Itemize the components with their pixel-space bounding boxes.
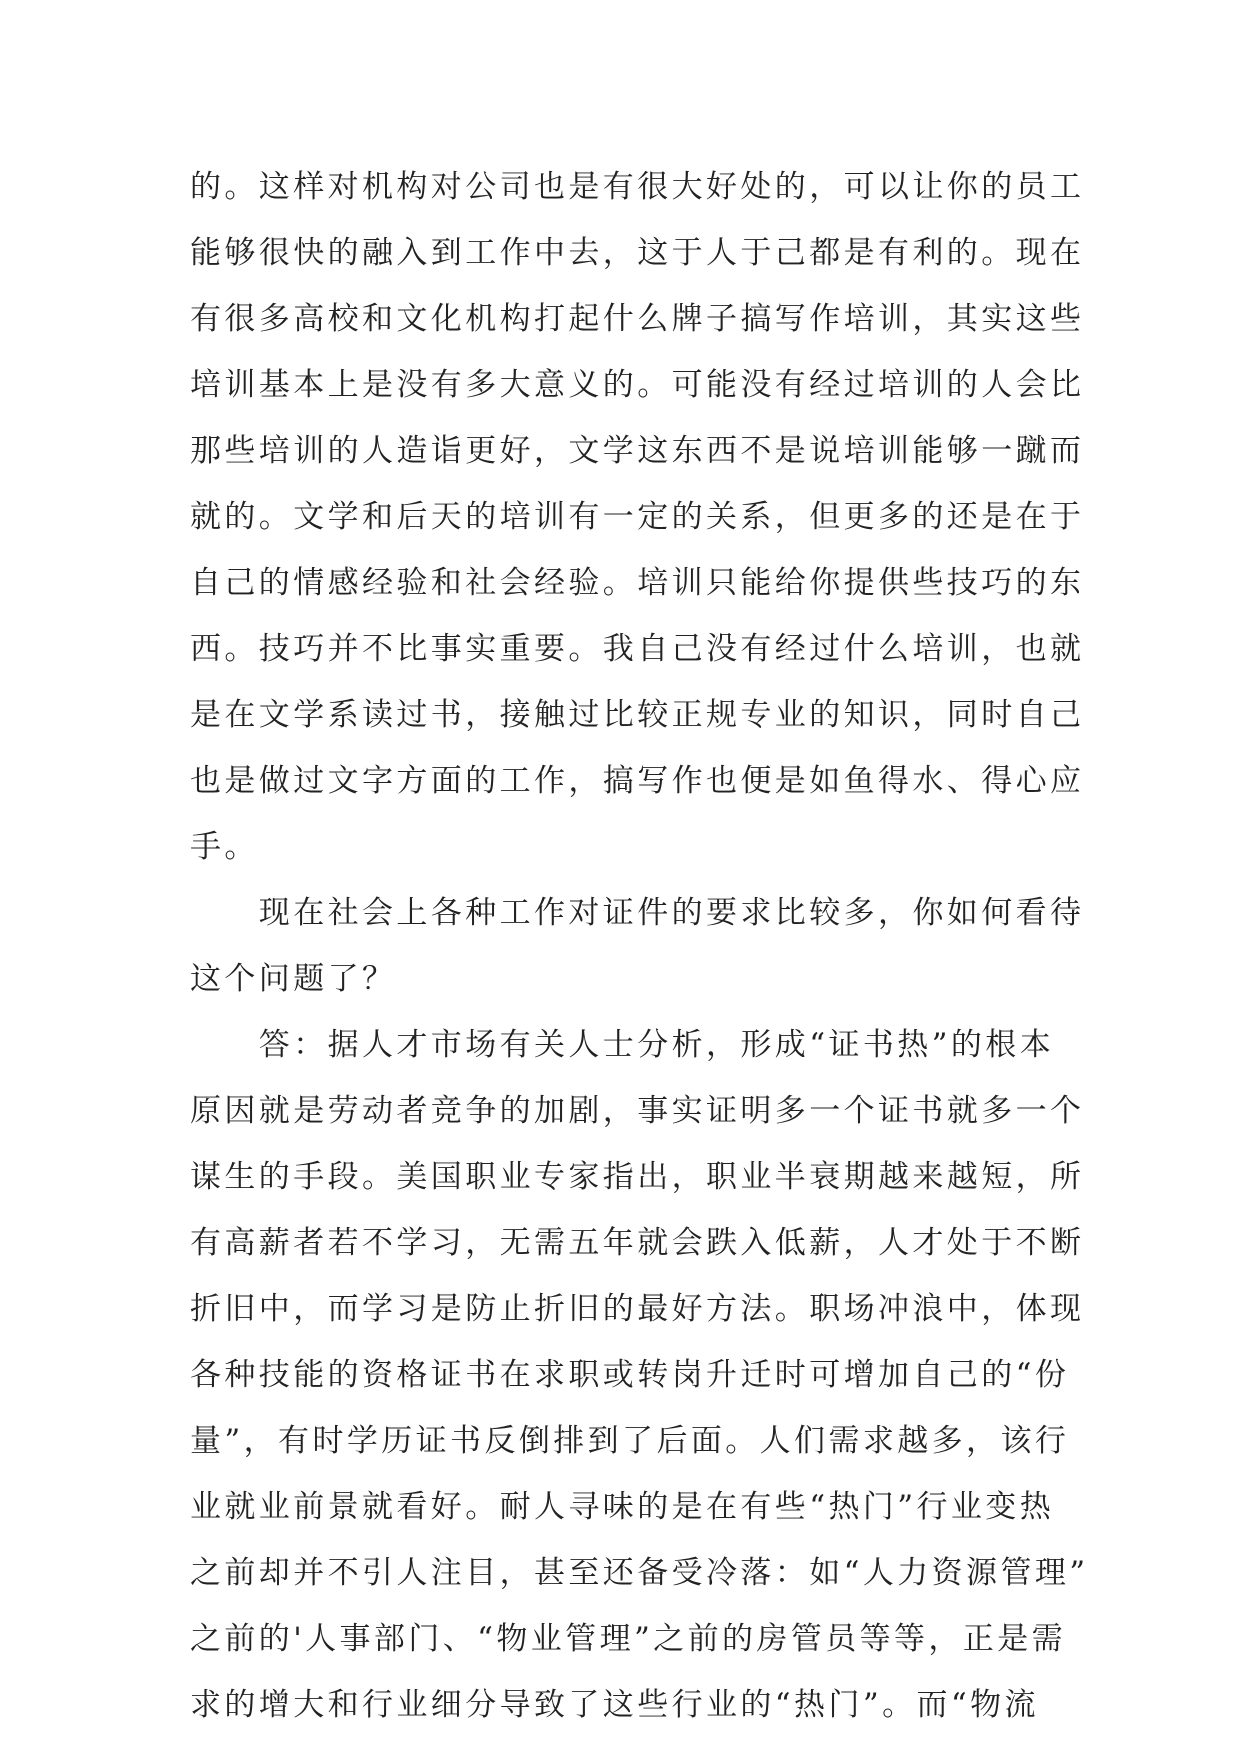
- question-line: 这个问题了？: [190, 961, 397, 997]
- answer-line: 各种技能的资格证书在求职或转岗升迁时可增加自己的“份: [190, 1357, 1070, 1393]
- answer-line: 有高薪者若不学习，无需五年就会跌入低薪，人才处于不断: [190, 1225, 1085, 1261]
- text-line: 是在文学系读过书，接触过比较正规专业的知识，同时自己: [190, 697, 1085, 733]
- answer-line: 答：据人才市场有关人士分析，形成“证书热”的根本: [190, 1027, 1055, 1063]
- answer-line: 折旧中，而学习是防止折旧的最好方法。职场冲浪中，体现: [190, 1291, 1085, 1327]
- answer-line: 之前却并不引人注目，甚至还备受冷落：如“人力资源管理”: [190, 1555, 1089, 1591]
- text-line: 那些培训的人造诣更好，文学这东西不是说培训能够一蹴而: [190, 433, 1085, 469]
- answer-line: 原因就是劳动者竞争的加剧，事实证明多一个证书就多一个: [190, 1093, 1085, 1129]
- answer-line: 量”，有时学历证书反倒排到了后面。人们需求越多，该行: [190, 1423, 1070, 1459]
- text-line: 培训基本上是没有多大意义的。可能没有经过培训的人会比: [190, 367, 1085, 403]
- question-line: 现在社会上各种工作对证件的要求比较多，你如何看待: [190, 895, 1085, 931]
- text-line: 也是做过文字方面的工作，搞写作也便是如鱼得水、得心应: [190, 763, 1085, 799]
- document-body: [190, 154, 1089, 1738]
- text-line: 的。这样对机构对公司也是有很大好处的，可以让你的员工: [190, 169, 1085, 205]
- text-line: 手。: [190, 829, 259, 865]
- text-line: 能够很快的融入到工作中去，这于人于己都是有利的。现在: [190, 235, 1085, 271]
- text-line: 就的。文学和后天的培训有一定的关系，但更多的还是在于: [190, 499, 1085, 535]
- answer-line: 业就业前景就看好。耐人寻味的是在有些“热门”行业变热: [190, 1489, 1055, 1525]
- text-line: 自己的情感经验和社会经验。培训只能给你提供些技巧的东: [190, 565, 1085, 601]
- text-line: 西。技巧并不比事实重要。我自己没有经过什么培训，也就: [190, 631, 1085, 667]
- answer-line: 求的增大和行业细分导致了这些行业的“热门”。而“物流: [190, 1687, 1039, 1723]
- answer-line: 之前的'人事部门、“物业管理”之前的房管员等等，正是需: [190, 1621, 1067, 1657]
- text-line: 有很多高校和文化机构打起什么牌子搞写作培训，其实这些: [190, 301, 1085, 337]
- answer-line: 谋生的手段。美国职业专家指出，职业半衰期越来越短，所: [190, 1159, 1085, 1195]
